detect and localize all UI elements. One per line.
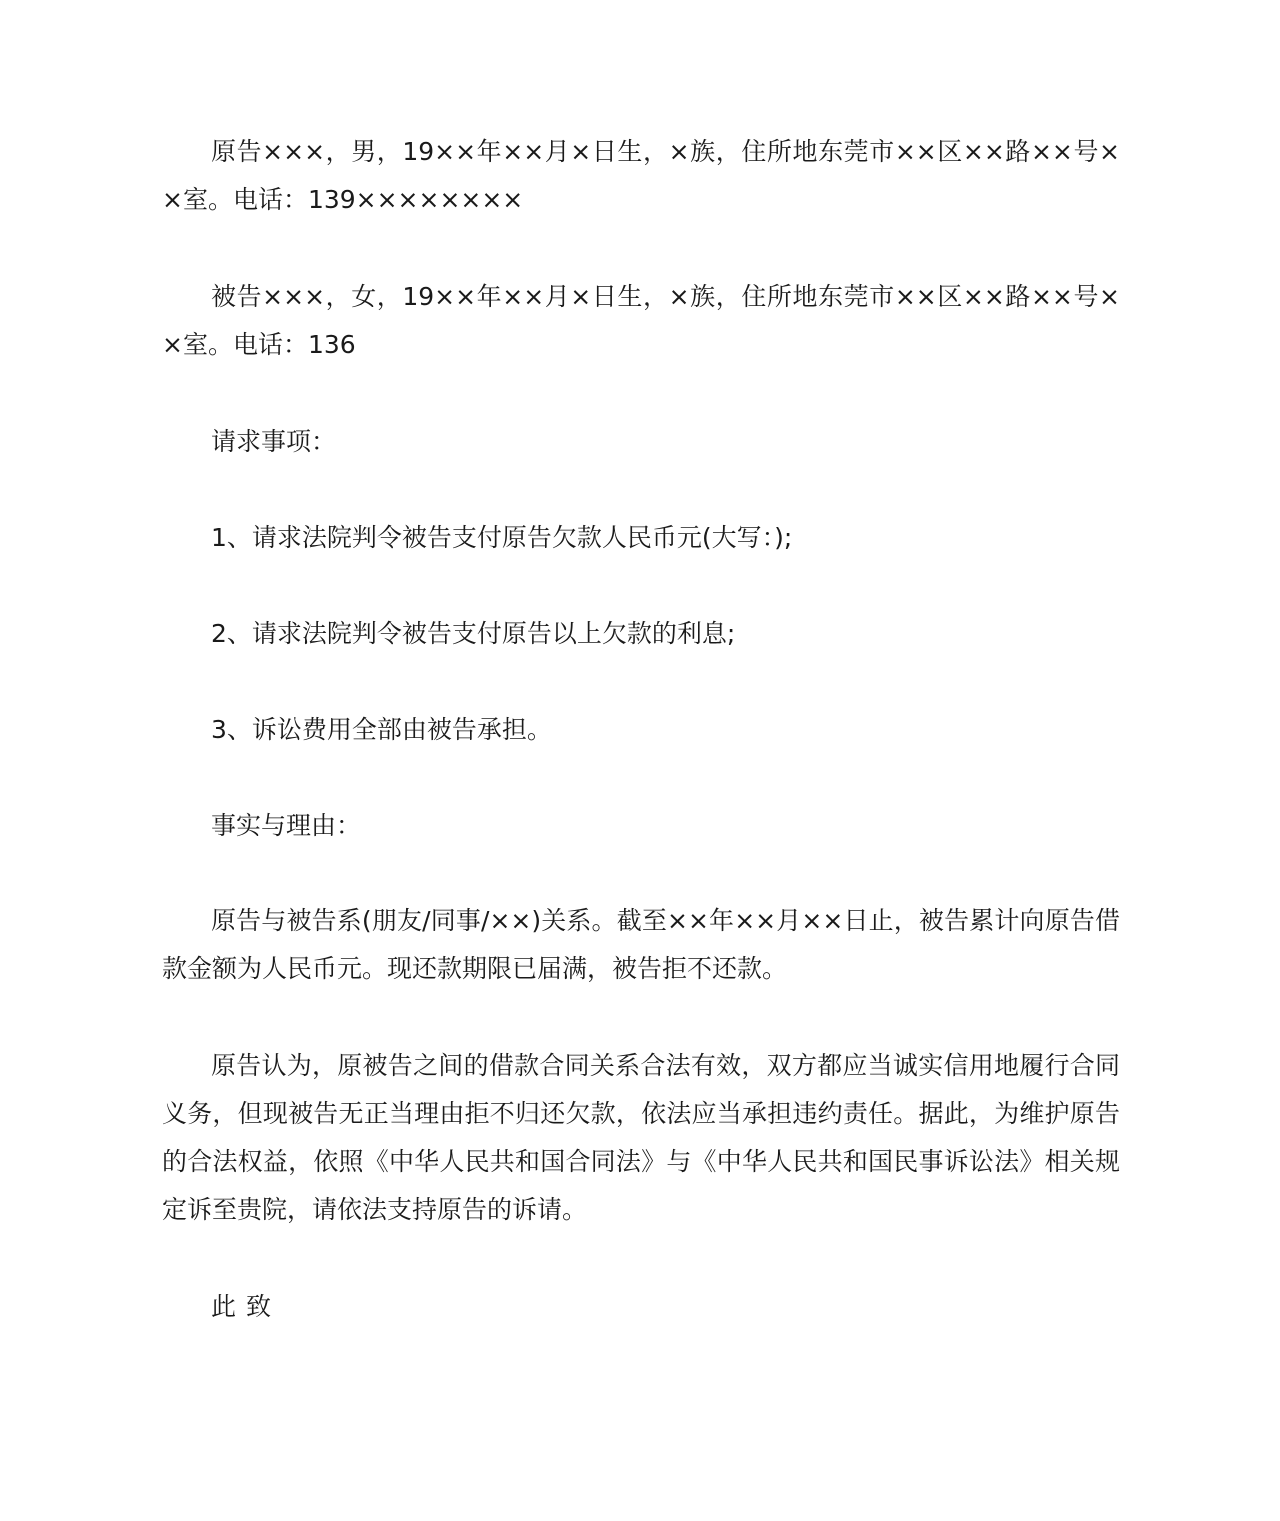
claim-item-2: 2、请求法院判令被告支付原告以上欠款的利息; (211, 619, 736, 648)
closing-text: 此致 (211, 1292, 282, 1321)
facts-paragraph-2: 原告认为，原被告之间的借款合同关系合法有效，双方都应当诚实信用地履行合同义务，但现被告无正当理由拒不归还欠款，依法应当承担违约责任。据此，为维护原告的合法权益，依照《中华人民共和国合同法》与《中华人民共和国民事诉讼法》相关规定诉至贵院，请依法支持原告的诉请。 (162, 1051, 1120, 1224)
claim-item-3: 3、诉讼费用全部由被告承担。 (211, 715, 552, 744)
plaintiff-info-paragraph: 原告×××，男，19××年××月×日生，×族，住所地东莞市××区××路××号××室。电话：139×××××××× (162, 137, 1120, 214)
facts-heading: 事实与理由： (211, 811, 362, 840)
facts-paragraph-1: 原告与被告系(朋友/同事/××)关系。截至××年××月××日止，被告累计向原告借款金额为人民币元。现还款期限已届满，被告拒不还款。 (162, 906, 1120, 983)
claim-item-1: 1、请求法院判令被告支付原告欠款人民币元(大写：); (211, 523, 793, 552)
claims-heading: 请求事项： (211, 427, 337, 456)
defendant-info-paragraph: 被告×××，女，19××年××月×日生，×族，住所地东莞市××区××路××号××室。电话：136 (162, 282, 1120, 359)
closing-salutation (162, 1283, 1120, 1331)
